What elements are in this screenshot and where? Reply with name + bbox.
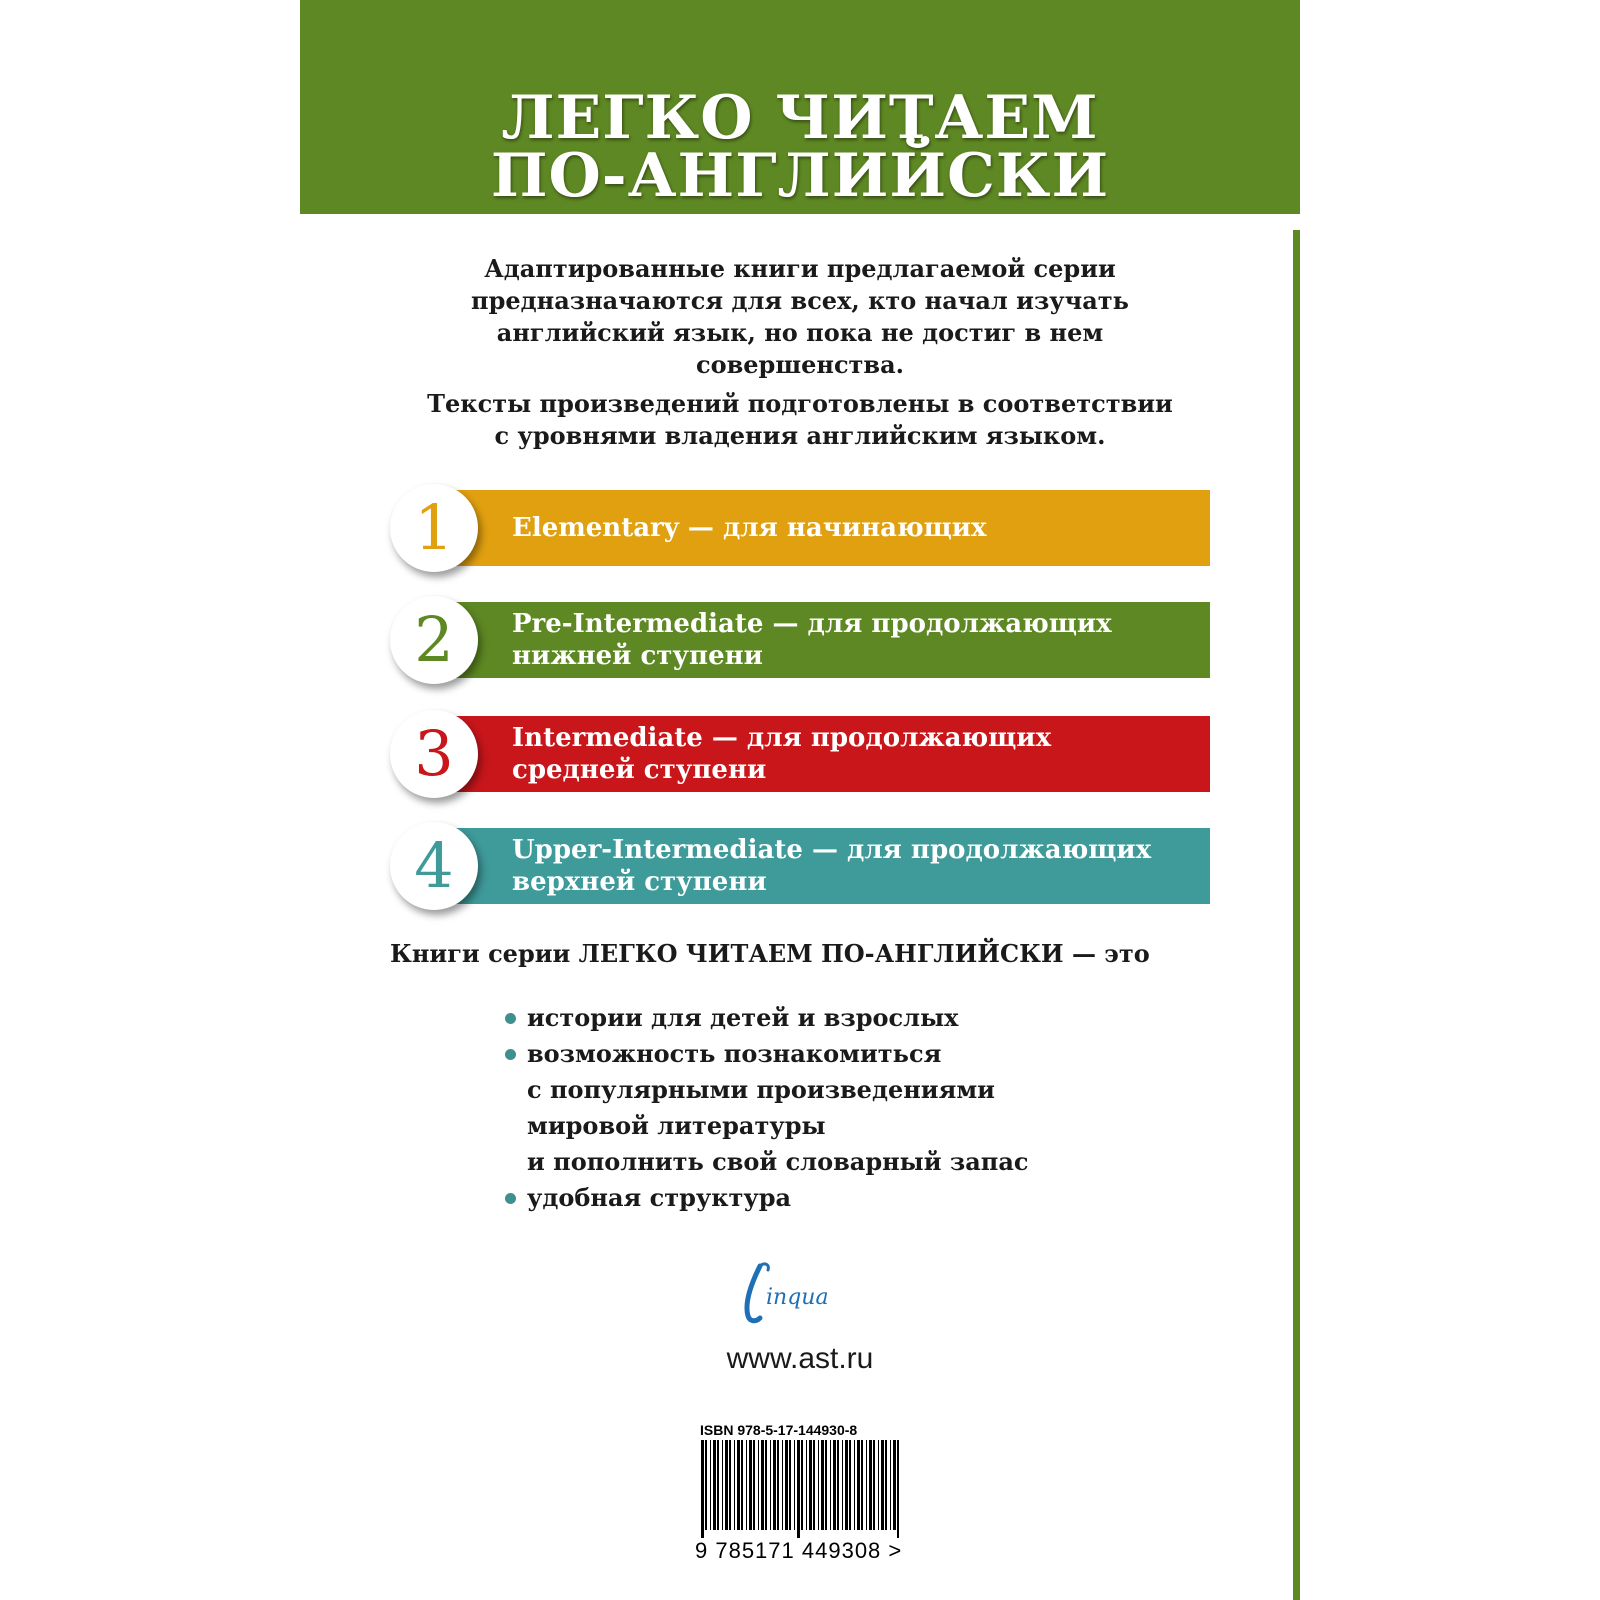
intro-line: английский язык, но пока не достиг в нем bbox=[496, 318, 1104, 347]
barcode-bar bbox=[837, 1440, 839, 1530]
barcode-bar bbox=[782, 1440, 783, 1530]
intro-paragraph-2 bbox=[300, 388, 1300, 452]
barcode-bar bbox=[741, 1440, 743, 1530]
barcode-bar bbox=[701, 1440, 704, 1538]
barcode-bar bbox=[710, 1440, 711, 1530]
barcode-bar bbox=[845, 1440, 848, 1530]
barcode-bar bbox=[878, 1440, 879, 1530]
level-row-4 bbox=[390, 828, 1210, 904]
barcode-bar bbox=[842, 1440, 843, 1530]
series-header bbox=[300, 0, 1300, 214]
level-label-line1: Intermediate — для продолжающих bbox=[512, 723, 1052, 753]
level-row-1 bbox=[390, 490, 1210, 566]
level-label-line2: средней ступени bbox=[512, 755, 767, 785]
feature-line: истории для детей и взрослых bbox=[527, 1003, 959, 1032]
barcode-bar bbox=[893, 1440, 896, 1530]
barcode-bar bbox=[818, 1440, 819, 1530]
barcode-bar bbox=[825, 1440, 827, 1530]
barcode-bar bbox=[753, 1440, 755, 1530]
level-label bbox=[512, 716, 1200, 792]
barcode-bar bbox=[833, 1440, 836, 1530]
barcode-bar bbox=[849, 1440, 851, 1530]
barcode-bar bbox=[758, 1440, 759, 1530]
level-number-badge: 4 bbox=[390, 822, 478, 910]
barcode-bar bbox=[885, 1440, 887, 1530]
isbn-number: ISBN 978-5-17-144930-8 bbox=[700, 1422, 858, 1438]
barcode-bar bbox=[722, 1440, 723, 1530]
barcode-bar bbox=[801, 1440, 803, 1530]
bullet-dot-icon bbox=[505, 1193, 516, 1204]
barcode-bar bbox=[717, 1440, 719, 1530]
series-tagline: Книги серии ЛЕГКО ЧИТАЕМ ПО-АНГЛИЙСКИ — это bbox=[390, 939, 1150, 968]
level-row-3 bbox=[390, 716, 1210, 792]
level-label-line1: Pre-Intermediate — для продолжающих bbox=[512, 609, 1112, 639]
barcode-bar bbox=[765, 1440, 767, 1530]
level-label-line2: верхней ступени bbox=[512, 867, 767, 897]
intro-line: Адаптированные книги предлагаемой серии bbox=[484, 254, 1116, 283]
feature-line: и пополнить свой словарный запас bbox=[527, 1147, 1029, 1176]
barcode-bar bbox=[813, 1440, 815, 1530]
intro-line: предназначаются для всех, кто начал изучать bbox=[471, 286, 1129, 315]
barcode-bar bbox=[789, 1440, 791, 1530]
feature-item bbox=[503, 1036, 1103, 1180]
barcode-bar bbox=[794, 1440, 795, 1530]
barcode-bar bbox=[770, 1440, 771, 1530]
barcode-bar bbox=[797, 1440, 800, 1538]
barcode-bar bbox=[773, 1440, 776, 1530]
feature-line: мировой литературы bbox=[527, 1111, 826, 1140]
level-label-line1: Upper-Intermediate — для продолжающих bbox=[512, 835, 1152, 865]
isbn-barcode bbox=[695, 1418, 910, 1568]
barcode-bar bbox=[821, 1440, 824, 1530]
level-row-2 bbox=[390, 602, 1210, 678]
barcode-bar bbox=[737, 1440, 740, 1530]
barcode-bar bbox=[806, 1440, 807, 1530]
barcode-bar bbox=[729, 1440, 731, 1530]
barcode-bar bbox=[761, 1440, 764, 1530]
barcode-bar bbox=[830, 1440, 831, 1530]
feature-list bbox=[503, 1000, 1103, 1216]
barcode-bar bbox=[890, 1440, 891, 1530]
barcode-bar bbox=[734, 1440, 735, 1530]
barcode-bars bbox=[695, 1440, 910, 1538]
level-label bbox=[512, 828, 1200, 904]
intro-line: Тексты произведений подготовлены в соответствии bbox=[427, 389, 1173, 418]
barcode-bar bbox=[809, 1440, 812, 1530]
feature-line: возможность познакомиться bbox=[527, 1039, 942, 1068]
feature-item bbox=[503, 1180, 1103, 1216]
level-label-line1: Elementary — для начинающих bbox=[512, 513, 987, 543]
level-label bbox=[512, 602, 1200, 678]
intro-line: с уровнями владения английским языком. bbox=[494, 421, 1106, 450]
barcode-bar bbox=[869, 1440, 872, 1530]
series-title-line1: ЛЕГКО ЧИТАЕМ bbox=[501, 83, 1099, 153]
barcode-bar bbox=[777, 1440, 779, 1530]
barcode-bar bbox=[854, 1440, 855, 1530]
feature-line: с популярными произведениями bbox=[527, 1075, 995, 1104]
bullet-dot-icon bbox=[505, 1049, 516, 1060]
bullet-dot-icon bbox=[505, 1013, 516, 1024]
barcode-bar bbox=[897, 1440, 899, 1538]
barcode-bar bbox=[866, 1440, 867, 1530]
barcode-bar bbox=[749, 1440, 752, 1530]
barcode-bar bbox=[785, 1440, 788, 1530]
publisher-website: www.ast.ru bbox=[726, 1342, 874, 1375]
barcode-bar bbox=[861, 1440, 863, 1530]
barcode-bar bbox=[725, 1440, 728, 1530]
level-number-badge: 2 bbox=[390, 596, 478, 684]
barcode-bar bbox=[713, 1440, 716, 1530]
intro-line: совершенства. bbox=[695, 350, 905, 379]
feature-item bbox=[503, 1000, 1103, 1036]
book-back-cover bbox=[300, 0, 1300, 1600]
level-label-line2: нижней ступени bbox=[512, 641, 763, 671]
barcode-bar bbox=[857, 1440, 860, 1530]
barcode-bar bbox=[705, 1440, 707, 1530]
barcode-digits: 9 785171 449308 > bbox=[695, 1538, 903, 1563]
barcode-bar bbox=[881, 1440, 884, 1530]
series-title-line2: ПО-АНГЛИЙСКИ bbox=[490, 141, 1110, 211]
level-number-badge: 3 bbox=[390, 710, 478, 798]
barcode-bar bbox=[746, 1440, 747, 1530]
publisher-logo bbox=[730, 1258, 850, 1328]
intro-paragraph-1 bbox=[300, 253, 1300, 381]
level-number-badge: 1 bbox=[390, 484, 478, 572]
level-label bbox=[512, 490, 1200, 566]
feature-line: удобная структура bbox=[527, 1183, 792, 1212]
barcode-bar bbox=[873, 1440, 875, 1530]
svg-text:inqua: inqua bbox=[766, 1285, 829, 1310]
